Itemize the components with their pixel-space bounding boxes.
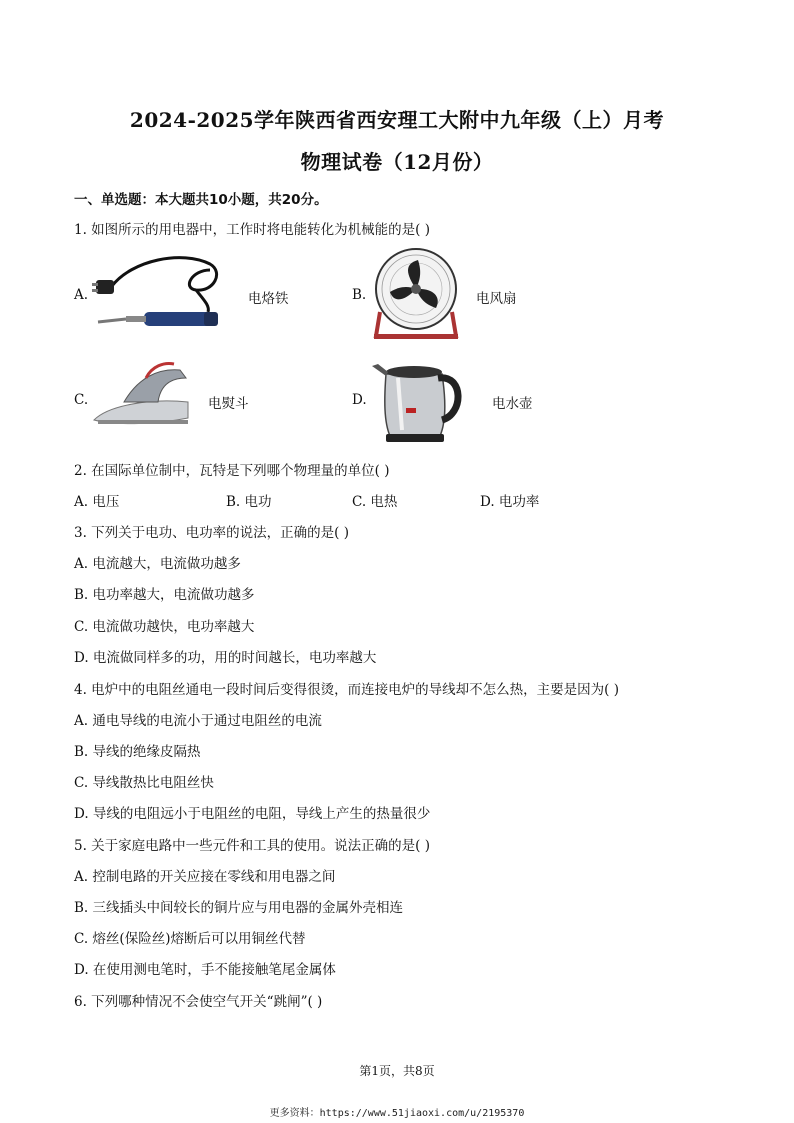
- page-number: 第1页，共8页: [359, 1064, 435, 1078]
- question-3-stem: 3. 下列关于电功、电功率的说法，正确的是( ): [74, 525, 349, 541]
- q5-option-d: D. 在使用测电笔时，手不能接触笔尾金属体: [74, 962, 336, 978]
- q4-option-a: A. 通电导线的电流小于通过电阻丝的电流: [74, 713, 322, 729]
- question-4-stem: 4. 电炉中的电阻丝通电一段时间后变得很烫，而连接电炉的导线却不怎么热，主要是因为( ): [74, 682, 619, 698]
- exam-title-line1: 2024-2025学年陕西省西安理工大附中九年级（上）月考: [129, 108, 665, 132]
- question-1-stem: 1. 如图所示的用电器中，工作时将电能转化为机械能的是( ): [74, 222, 430, 238]
- soldering-iron-icon: [92, 250, 228, 336]
- q1-option-c-label: 电熨斗: [208, 396, 249, 412]
- q1-option-b-letter: B.: [352, 287, 367, 303]
- q5-option-b: B. 三线插头中间较长的铜片应与用电器的金属外壳相连: [74, 900, 404, 916]
- q1-option-a-label: 电烙铁: [248, 291, 289, 307]
- q4-option-d: D. 导线的电阻远小于电阻丝的电阻，导线上产生的热量很少: [74, 806, 431, 822]
- electric-kettle-icon: [368, 350, 468, 446]
- q3-option-b: B. 电功率越大，电流做功越多: [74, 587, 255, 603]
- exam-title-line2: 物理试卷（12月份）: [300, 150, 494, 174]
- electric-fan-icon: [366, 244, 466, 344]
- q2-option-a: A. 电压: [74, 494, 120, 510]
- q5-option-c: C. 熔丝(保险丝)熔断后可以用铜丝代替: [74, 931, 306, 947]
- electric-iron-icon: [88, 358, 194, 434]
- q1-option-b-label: 电风扇: [476, 291, 517, 307]
- section-heading: 一、单选题：本大题共10小题，共20分。: [74, 192, 328, 208]
- q1-option-a-letter: A.: [74, 287, 89, 303]
- q5-option-a: A. 控制电路的开关应接在零线和用电器之间: [74, 869, 336, 885]
- question-2-stem: 2. 在国际单位制中，瓦特是下列哪个物理量的单位( ): [74, 463, 390, 479]
- resource-link[interactable]: 更多资料：https://www.51jiaoxi.com/u/2195370: [269, 1108, 525, 1119]
- q4-option-b: B. 导线的绝缘皮隔热: [74, 744, 201, 760]
- q3-option-a: A. 电流越大，电流做功越多: [74, 556, 241, 572]
- q1-option-c-letter: C.: [74, 392, 89, 408]
- question-5-stem: 5. 关于家庭电路中一些元件和工具的使用。说法正确的是( ): [74, 838, 430, 854]
- q2-option-c: C. 电热: [352, 494, 398, 510]
- q2-option-d: D. 电功率: [480, 494, 540, 510]
- q3-option-d: D. 电流做同样多的功，用的时间越长，电功率越大: [74, 650, 377, 666]
- q3-option-c: C. 电流做功越快，电功率越大: [74, 619, 255, 635]
- q2-option-b: B. 电功: [226, 494, 272, 510]
- q4-option-c: C. 导线散热比电阻丝快: [74, 775, 214, 791]
- question-6-stem: 6. 下列哪种情况不会使空气开关“跳闸”( ): [74, 994, 323, 1010]
- q1-option-d-label: 电水壶: [492, 396, 533, 412]
- q1-option-d-letter: D.: [352, 392, 367, 408]
